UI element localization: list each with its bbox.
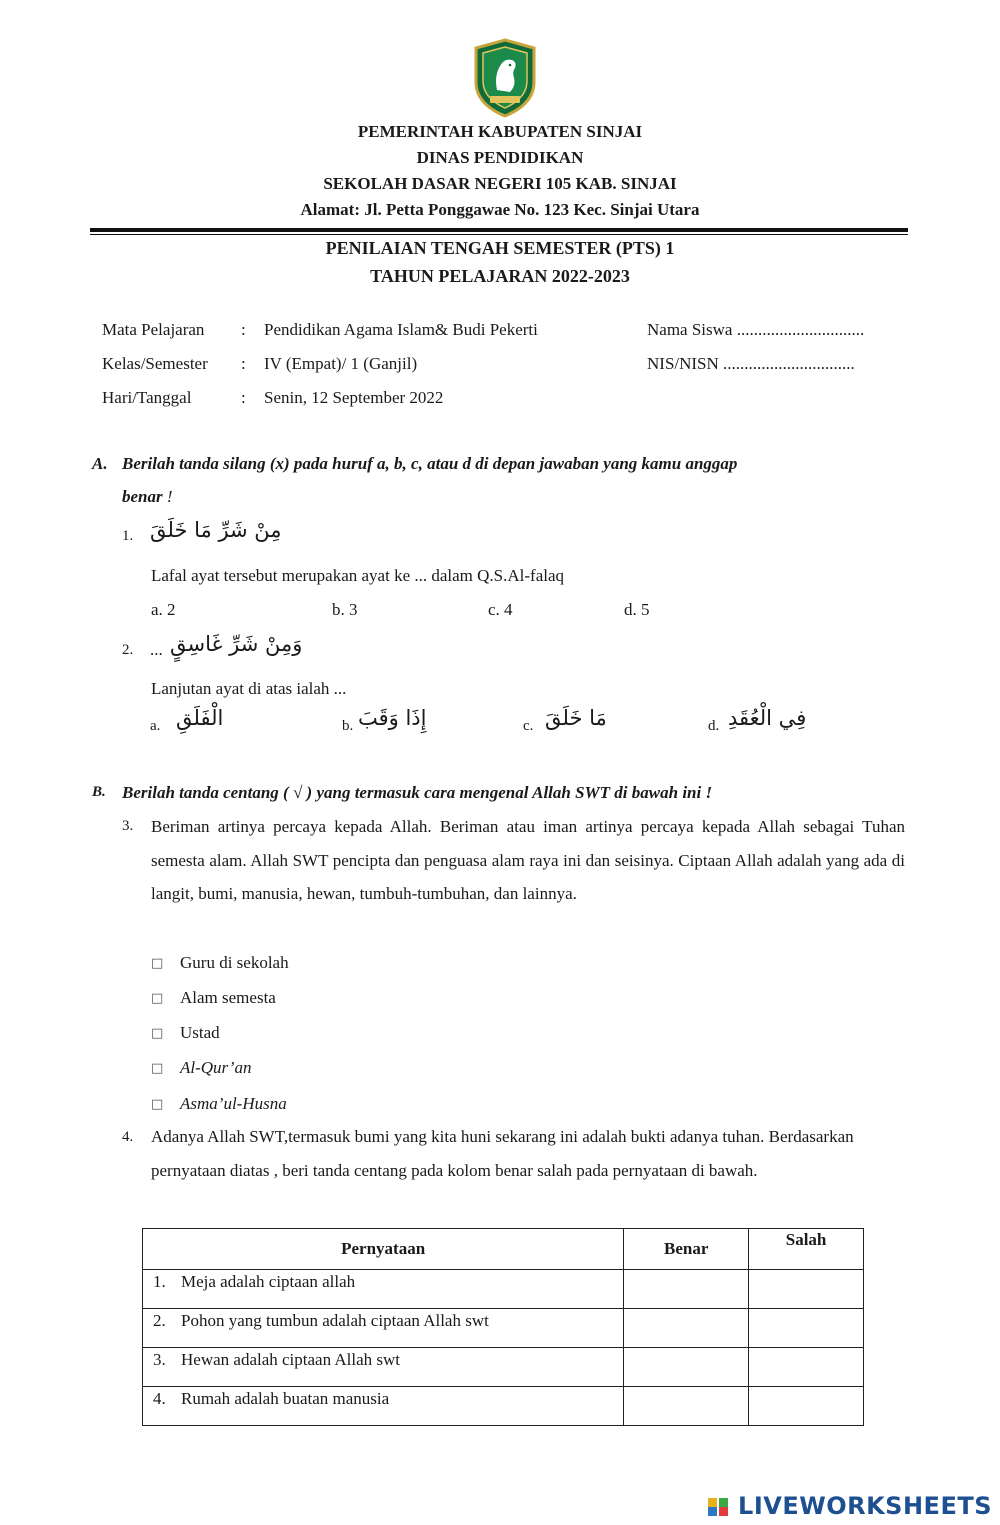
question-2-dots: ... [150,640,163,659]
statement-cell [143,1309,624,1348]
section-a-letter: A. [92,454,108,473]
row-number: 1. [153,1272,166,1291]
info-value-class: IV (Empat)/ 1 (Ganjil) [264,354,418,373]
checkbox-icon[interactable]: □ [151,956,164,971]
column-header-statement: Pernyataan [143,1229,624,1270]
liveworksheets-logo-icon [707,1498,729,1516]
section-b-letter: B. [92,784,106,800]
table-row [143,1348,864,1387]
header-government: PEMERINTAH KABUPATEN SINJAI [357,122,643,141]
question-1-text: Lafal ayat tersebut merupakan ayat ke ... dalam Q.S.Al-falaq [151,566,565,585]
q2-option-b-arabic[interactable]: إِذَا وَقَبَ [358,706,427,730]
checkbox-icon[interactable]: □ [151,1026,164,1041]
question-4-paragraph: Adanya Allah SWT,termasuk bumi yang kita huni sekarang ini adalah bukti adanya tuhan. Berdasarkan pernyataan diatas , beri tanda centang pada kolom benar salah pada pernyataan di bawah. [151,1127,854,1180]
question-number: 4. [122,1129,134,1145]
statement-cell [143,1348,624,1387]
q2-option-c-arabic[interactable]: مَا خَلَقَ [545,706,607,730]
info-value-subject: Pendidikan Agama Islam& Budi Pekerti [264,320,538,339]
statement-text: Meja adalah ciptaan allah [181,1272,356,1291]
section-b-instruction: Berilah tanda centang ( √ ) yang termasuk cara mengenal Allah SWT di bawah ini ! [122,783,713,802]
question-2-text: Lanjutan ayat di atas ialah ... [151,679,347,698]
header-address: Alamat: Jl. Petta Ponggawae No. 123 Kec. Sinjai Utara [300,200,700,219]
q2-option-d-arabic[interactable]: فِي الْعُقَدِ [728,706,807,730]
q3-choice-universe: Alam semesta [180,988,276,1007]
q2-option-c-letter[interactable]: c. [523,718,534,734]
checkbox-icon[interactable]: □ [151,1097,164,1112]
question-2-arabic-verse: وَمِنْ شَرِّ غَاسِقٍ [170,632,303,656]
q2-option-a-arabic[interactable]: الْفَلَقِ [176,706,224,730]
student-name-field[interactable]: Nama Siswa .............................. [647,320,865,339]
statement-cell [143,1270,624,1309]
statement-text: Pohon yang tumbun adalah ciptaan Allah swt [181,1311,489,1330]
q1-option-b[interactable]: b. 3 [332,600,358,619]
false-check-cell[interactable] [749,1270,864,1309]
true-check-cell[interactable] [624,1309,749,1348]
exam-title: PENILAIAN TENGAH SEMESTER (PTS) 1 [325,238,675,258]
true-check-cell[interactable] [624,1270,749,1309]
q2-option-a-letter[interactable]: a. [150,718,161,734]
q2-option-b-letter[interactable]: b. [342,718,354,734]
true-check-cell[interactable] [624,1387,749,1426]
q1-option-d[interactable]: d. 5 [624,600,650,619]
section-a-instruction-end: benar ! [122,487,173,506]
false-check-cell[interactable] [749,1348,864,1387]
question-1-arabic-verse: مِنْ شَرِّ مَا خَلَقَ [150,518,282,542]
table-header-row [143,1229,864,1270]
header-divider-thin [90,234,908,235]
checkbox-icon[interactable]: □ [151,991,164,1006]
q3-choice-asmaul-husna: Asma’ul-Husna [180,1094,287,1113]
true-false-table [142,1228,864,1426]
q3-choice-teacher: Guru di sekolah [180,953,289,972]
row-number: 2. [153,1311,166,1330]
table-row [143,1387,864,1426]
question-number: 2. [122,642,134,658]
exam-year: TAHUN PELAJARAN 2022-2023 [370,266,630,286]
q1-option-a[interactable]: a. 2 [151,600,176,619]
false-check-cell[interactable] [749,1309,864,1348]
info-label-date: Hari/Tanggal [102,388,192,407]
q3-choice-ustad: Ustad [180,1023,220,1042]
column-header-true: Benar [624,1229,749,1270]
q1-option-c[interactable]: c. 4 [488,600,513,619]
q2-option-d-letter[interactable]: d. [708,718,720,734]
statement-text: Rumah adalah buatan manusia [181,1389,390,1408]
question-number: 3. [122,818,134,834]
statement-cell [143,1387,624,1426]
row-number: 4. [153,1389,166,1408]
header-school-name: SEKOLAH DASAR NEGERI 105 KAB. SINJAI [323,174,677,193]
info-label-subject: Mata Pelajaran [102,320,205,339]
info-colon: : [241,320,246,339]
info-label-class: Kelas/Semester [102,354,208,373]
info-colon: : [241,388,246,407]
q3-choice-quran: Al-Qur’an [180,1058,252,1077]
table-row [143,1270,864,1309]
info-colon: : [241,354,246,373]
column-header-false: Salah [749,1229,864,1270]
watermark-text: LIVEWORKSHEETS [738,1492,992,1520]
section-a-instruction: Berilah tanda silang (x) pada huruf a, b, c, atau d di depan jawaban yang kamu anggap [122,454,738,473]
header-department: DINAS PENDIDIKAN [416,148,584,167]
student-id-field[interactable]: NIS/NISN ............................... [647,354,855,373]
header-divider-thick [90,228,908,232]
statement-text: Hewan adalah ciptaan Allah swt [181,1350,401,1369]
false-check-cell[interactable] [749,1387,864,1426]
school-emblem-logo [470,38,540,118]
question-number: 1. [122,528,134,544]
liveworksheets-watermark [707,1492,992,1520]
question-3-paragraph: Beriman artinya percaya kepada Allah. Beriman atau iman artinya percaya kepada Allah sebagai Tuhan semesta alam. Allah SWT pencipta dan penguasa alam raya ini dan seisinya. Ciptaan Allah adalah yang ada di langit, bumi, manusia, hewan, tumbuh-tumbuhan, dan lainnya. [151,817,905,903]
row-number: 3. [153,1350,166,1369]
true-check-cell[interactable] [624,1348,749,1387]
info-value-date: Senin, 12 September 2022 [264,388,444,407]
table-row [143,1309,864,1348]
checkbox-icon[interactable]: □ [151,1061,164,1076]
